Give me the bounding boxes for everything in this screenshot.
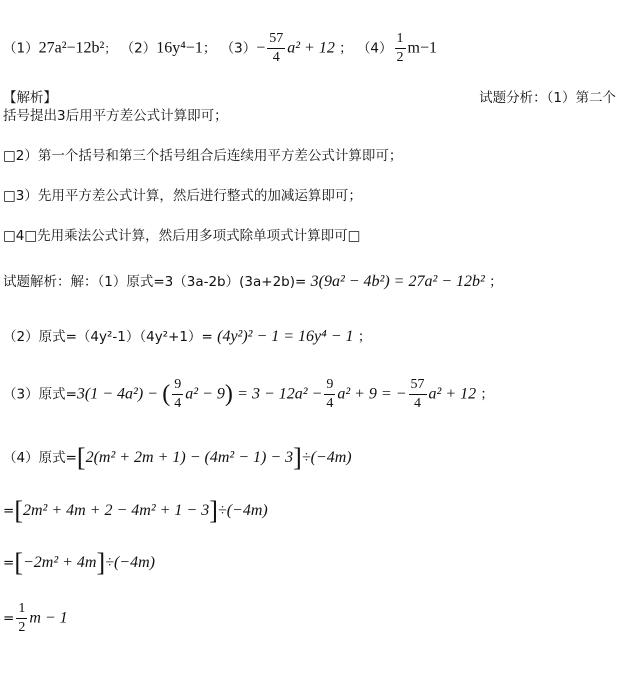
paren-open: ( xyxy=(162,381,171,407)
step-7-rest: m − 1 xyxy=(29,609,68,627)
analysis-intro: 试题分析：（1）第二个 xyxy=(479,90,616,106)
analysis-line-4: □4□先用乘法公式计算，然后用多项式除单项式计算即可□ xyxy=(3,228,361,244)
step-3-fraction-d xyxy=(409,376,427,413)
analysis-line-2: □2）第一个括号和第三个括号组合后连续用平方差公式计算即可； xyxy=(3,148,403,164)
paren-close: ) xyxy=(224,381,233,407)
fraction-denominator: 2 xyxy=(18,620,26,635)
step-1-end: ； xyxy=(489,274,503,290)
fraction-numerator: 57 xyxy=(409,376,427,395)
step-3-part-c: = 3 − 12a² − xyxy=(237,385,323,403)
step-2-end: ； xyxy=(357,329,372,345)
fraction-numerator: 1 xyxy=(395,30,406,49)
bracket-open: [ xyxy=(14,548,23,577)
bracket-close: ] xyxy=(209,496,218,525)
answers-line xyxy=(3,30,437,67)
step-3-end: ； xyxy=(480,386,494,403)
answer-4-label: （4） xyxy=(356,40,393,57)
step-4-label: （4）原式= xyxy=(3,450,77,466)
step-6-divisor: ÷(−4m) xyxy=(105,554,155,571)
step-2-label: （2）原式=（4y²-1）（4y²+1）= xyxy=(3,329,213,345)
answer-2: 16y⁴−1 xyxy=(156,39,203,57)
step-3-part-c-rest: a² + 9 = − xyxy=(337,385,407,403)
fraction-numerator: 1 xyxy=(16,600,27,619)
solution-step-1 xyxy=(3,270,503,291)
solution-step-2 xyxy=(3,325,371,346)
analysis-heading: 【解析】 xyxy=(3,90,57,106)
step-3-fraction-c xyxy=(324,376,335,413)
fraction-numerator: 57 xyxy=(267,30,285,49)
solution-step-6 xyxy=(3,548,155,578)
answer-3-label: （3） xyxy=(220,40,257,57)
fraction-denominator: 4 xyxy=(272,50,280,65)
step-2-math: (4y²)² − 1 = 16y⁴ − 1 xyxy=(217,328,354,345)
step-7-fraction xyxy=(16,600,27,637)
solution-step-7 xyxy=(3,600,68,637)
answer-3-fraction xyxy=(267,30,285,67)
analysis-line-1: 括号提出3后用平方差公式计算即可； xyxy=(3,108,228,124)
step-3-part-d: a² + 12 xyxy=(428,385,477,403)
step-3-part-a: 3(1 − 4a²) − xyxy=(76,385,158,403)
step-4-divisor: ÷(−4m) xyxy=(301,449,352,466)
solution-step-4 xyxy=(3,443,352,473)
fraction-denominator: 4 xyxy=(414,396,422,411)
fraction-numerator: 9 xyxy=(172,376,183,395)
fraction-denominator: 4 xyxy=(326,396,334,411)
step-1-math: 3(9a² − 4b²) = 27a² − 12b² xyxy=(310,273,485,290)
answer-1: 27a²−12b² xyxy=(38,39,105,57)
bracket-close: ] xyxy=(96,548,106,577)
step-4-math: 2(m² + 2m + 1) − (4m² − 1) − 3 xyxy=(85,449,294,466)
bracket-open: [ xyxy=(14,496,23,525)
solution-intro: 试题解析：解：（1）原式=3（3a-2b）(3a+2b)= xyxy=(3,274,307,290)
answer-1-sep: ； xyxy=(104,41,117,56)
solution-step-5 xyxy=(3,496,268,526)
answer-4-rest: m−1 xyxy=(407,39,437,57)
answer-4-fraction xyxy=(395,30,406,67)
step-3-fraction-b xyxy=(172,376,183,413)
analysis-line-3: □3）先用平方差公式计算，然后进行整式的加减运算即可； xyxy=(3,188,362,204)
bracket-open: [ xyxy=(76,443,86,472)
answer-1-label: （1） xyxy=(3,40,39,57)
step-3-label: （3）原式= xyxy=(3,386,77,403)
step-5-math: 2m² + 4m + 2 − 4m² + 1 − 3 xyxy=(22,502,210,519)
fraction-denominator: 2 xyxy=(396,50,404,65)
answer-2-label: （2） xyxy=(120,40,157,57)
step-5-eq: = xyxy=(3,503,15,519)
fraction-numerator: 9 xyxy=(324,376,335,395)
fraction-denominator: 4 xyxy=(174,396,182,411)
answer-3-rest: a² + 12 xyxy=(287,39,335,57)
step-7-eq: = xyxy=(3,610,15,627)
step-5-divisor: ÷(−4m) xyxy=(217,502,268,519)
answer-3-sep: ； xyxy=(339,40,353,57)
answer-2-sep: ； xyxy=(202,40,217,57)
step-3-part-b: a² − 9 xyxy=(185,385,225,403)
step-6-eq: = xyxy=(3,555,15,571)
bracket-close: ] xyxy=(293,443,302,472)
step-6-math: −2m² + 4m xyxy=(22,554,97,571)
solution-step-3 xyxy=(3,376,494,413)
answer-3-minus: − xyxy=(256,39,266,57)
